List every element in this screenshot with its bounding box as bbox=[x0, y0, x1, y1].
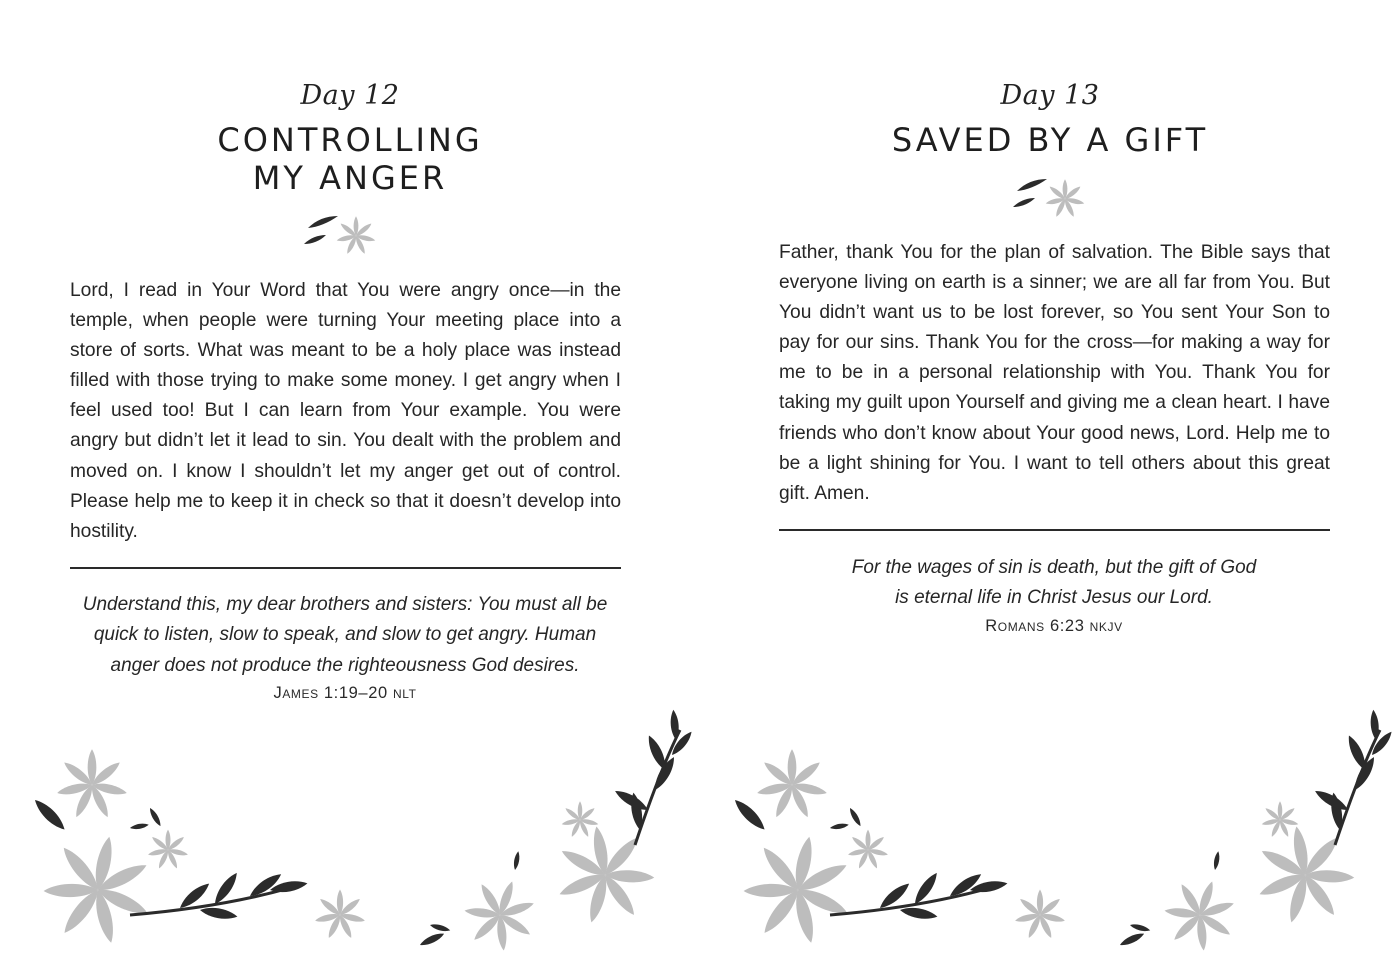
verse-line: Understand this, my dear brothers and sisters: You must all be bbox=[82, 594, 608, 615]
floral-border-illustration bbox=[700, 700, 1400, 980]
page-title bbox=[700, 121, 1400, 159]
scripture-reference: Romans 6:23 nkjv bbox=[985, 617, 1123, 635]
divider bbox=[70, 567, 621, 569]
right-page bbox=[700, 0, 1400, 980]
leaf-flower-sprig-icon bbox=[304, 214, 388, 264]
title-line: SAVED BY A GIFT bbox=[891, 121, 1209, 159]
prayer-text: Lord, I read in Your Word that You were angry once—in the temple, when people were turning Your meeting place into a store of sorts. What was meant to be a holy place was instead filled with those trying to make some money. I get angry when I feel used too! But I can learn from Your example. You were angry but didn’t let it lead to sin. You dealt with the problem and moved on. I know I shouldn’t let my anger get out of control. Please help me to keep it in check so that it doesn’t develop into hostility. bbox=[70, 280, 621, 542]
verse-line: quick to listen, slow to speak, and slow to get angry. Human bbox=[93, 624, 597, 646]
scripture-verse bbox=[45, 590, 645, 681]
verse-line: is eternal life in Christ Jesus our Lord. bbox=[895, 587, 1213, 609]
title-line: CONTROLLING bbox=[217, 121, 483, 159]
leaf-flower-sprig-icon bbox=[1013, 177, 1097, 227]
floral-border-illustration bbox=[0, 700, 700, 980]
verse-line: For the wages of sin is death, but the gift of God bbox=[851, 557, 1257, 578]
verse-line: anger does not produce the righteousness God desires. bbox=[110, 654, 580, 676]
day-label: Day 12 bbox=[300, 80, 400, 111]
title-line: MY ANGER bbox=[252, 159, 448, 197]
page-title bbox=[0, 121, 700, 197]
prayer-text: Father, thank You for the plan of salvation. The Bible says that everyone living on earth is a sinner; we are all far from You. But You didn’t want us to be lost forever, so You sent Your Son to pay for our sins. Thank You for the cross—for making a way for me to be in a personal relationship with You. Thank You for taking my guilt upon Yourself and giving me a clean heart. I have friends who don’t know about Your good news, Lord. Help me to be a light shining for You. I want to tell others about this great gift. Amen. bbox=[779, 242, 1330, 504]
divider bbox=[779, 529, 1330, 531]
day-label: Day 13 bbox=[1000, 80, 1100, 111]
scripture-verse bbox=[754, 553, 1354, 614]
scripture-reference: James 1:19–20 nlt bbox=[273, 684, 417, 702]
